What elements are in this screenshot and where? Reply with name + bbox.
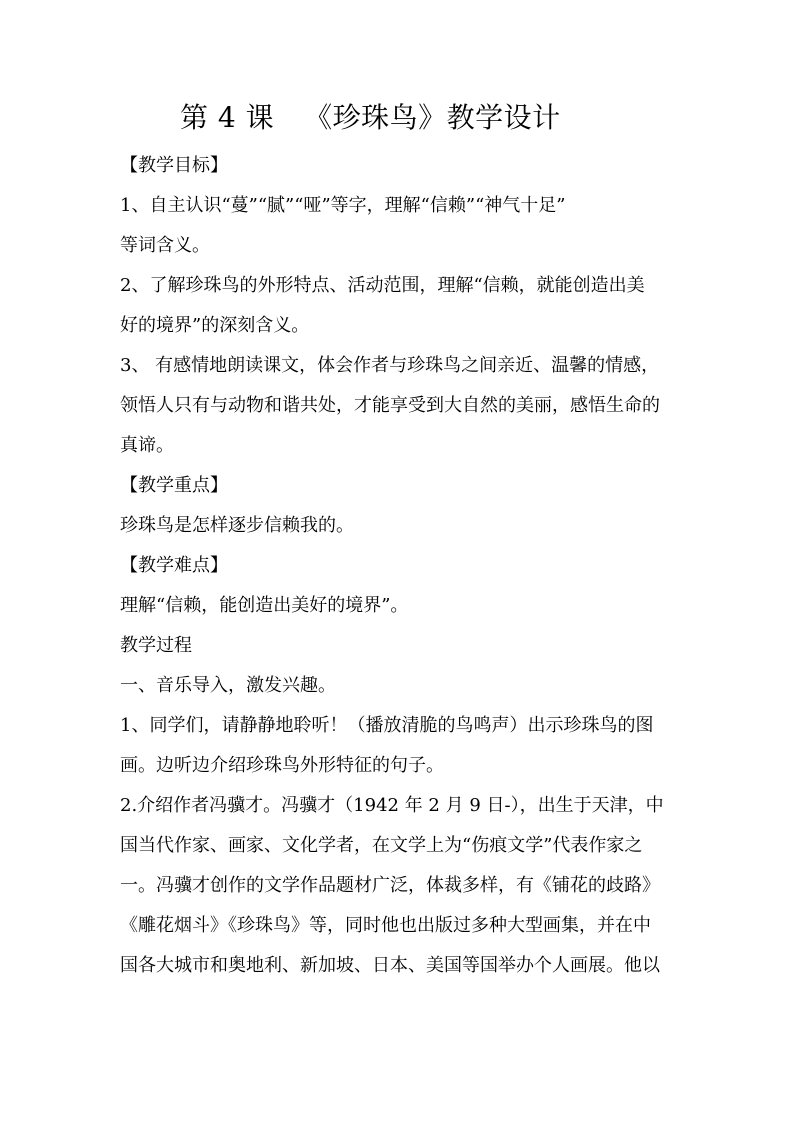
text-line: 国当代作家、画家、文化学者，在文学上为“伤痕文学”代表作家之	[120, 835, 643, 856]
text-line: 好的境界”的深刻含义。	[120, 315, 310, 336]
text-line: 《雕花烟斗》《珍珠鸟》等，同时他也出版过多种大型画集，并在中	[120, 915, 651, 936]
text-line: 一。冯骥才创作的文学作品题材广泛，体裁多样，有《铺花的歧路》	[120, 875, 660, 896]
lesson-number: 第 4 课	[180, 101, 275, 134]
text-line: 理解“信赖，能创造出美好的境界”。	[120, 595, 409, 616]
text-line: 1、自主认识“蔓”“腻”“哑”等字，理解“信赖”“神气十足”	[120, 195, 566, 216]
text-line: 3、 有感情地朗读课文，体会作者与珍珠鸟之间亲近、温馨的情感，	[120, 355, 660, 376]
text-line: 1、同学们，请静静地聆听！（播放清脆的鸟鸣声）出示珍珠鸟的图	[120, 715, 654, 736]
text-line: 领悟人只有与动物和谐共处，才能享受到大自然的美丽，感悟生命的	[120, 395, 660, 416]
text-line: 一、音乐导入，激发兴趣。	[120, 675, 336, 696]
section-heading-key-point: 【教学重点】	[120, 475, 228, 496]
section-heading-difficulty: 【教学难点】	[120, 555, 228, 576]
text-line: 2.介绍作者冯骥才。冯骥才（1942 年 2 月 9 日-），出生于天津，中	[120, 795, 664, 816]
text-line: 真谛。	[120, 435, 174, 456]
text-line: 画。边听边介绍珍珠鸟外形特征的句子。	[120, 755, 444, 776]
lesson-name: 《珍珠鸟》教学设计	[304, 101, 561, 134]
document-body	[120, 146, 680, 986]
text-line: 国各大城市和奥地利、新加坡、日本、美国等国举办个人画展。他以	[120, 955, 660, 976]
section-heading-objectives: 【教学目标】	[120, 155, 228, 176]
text-line: 珍珠鸟是怎样逐步信赖我的。	[120, 515, 354, 536]
text-line: 2、了解珍珠鸟的外形特点、活动范围，理解“信赖，就能创造出美	[120, 275, 645, 296]
page-title	[180, 98, 561, 138]
text-line: 等词含义。	[120, 235, 210, 256]
section-heading-process: 教学过程	[120, 635, 192, 656]
